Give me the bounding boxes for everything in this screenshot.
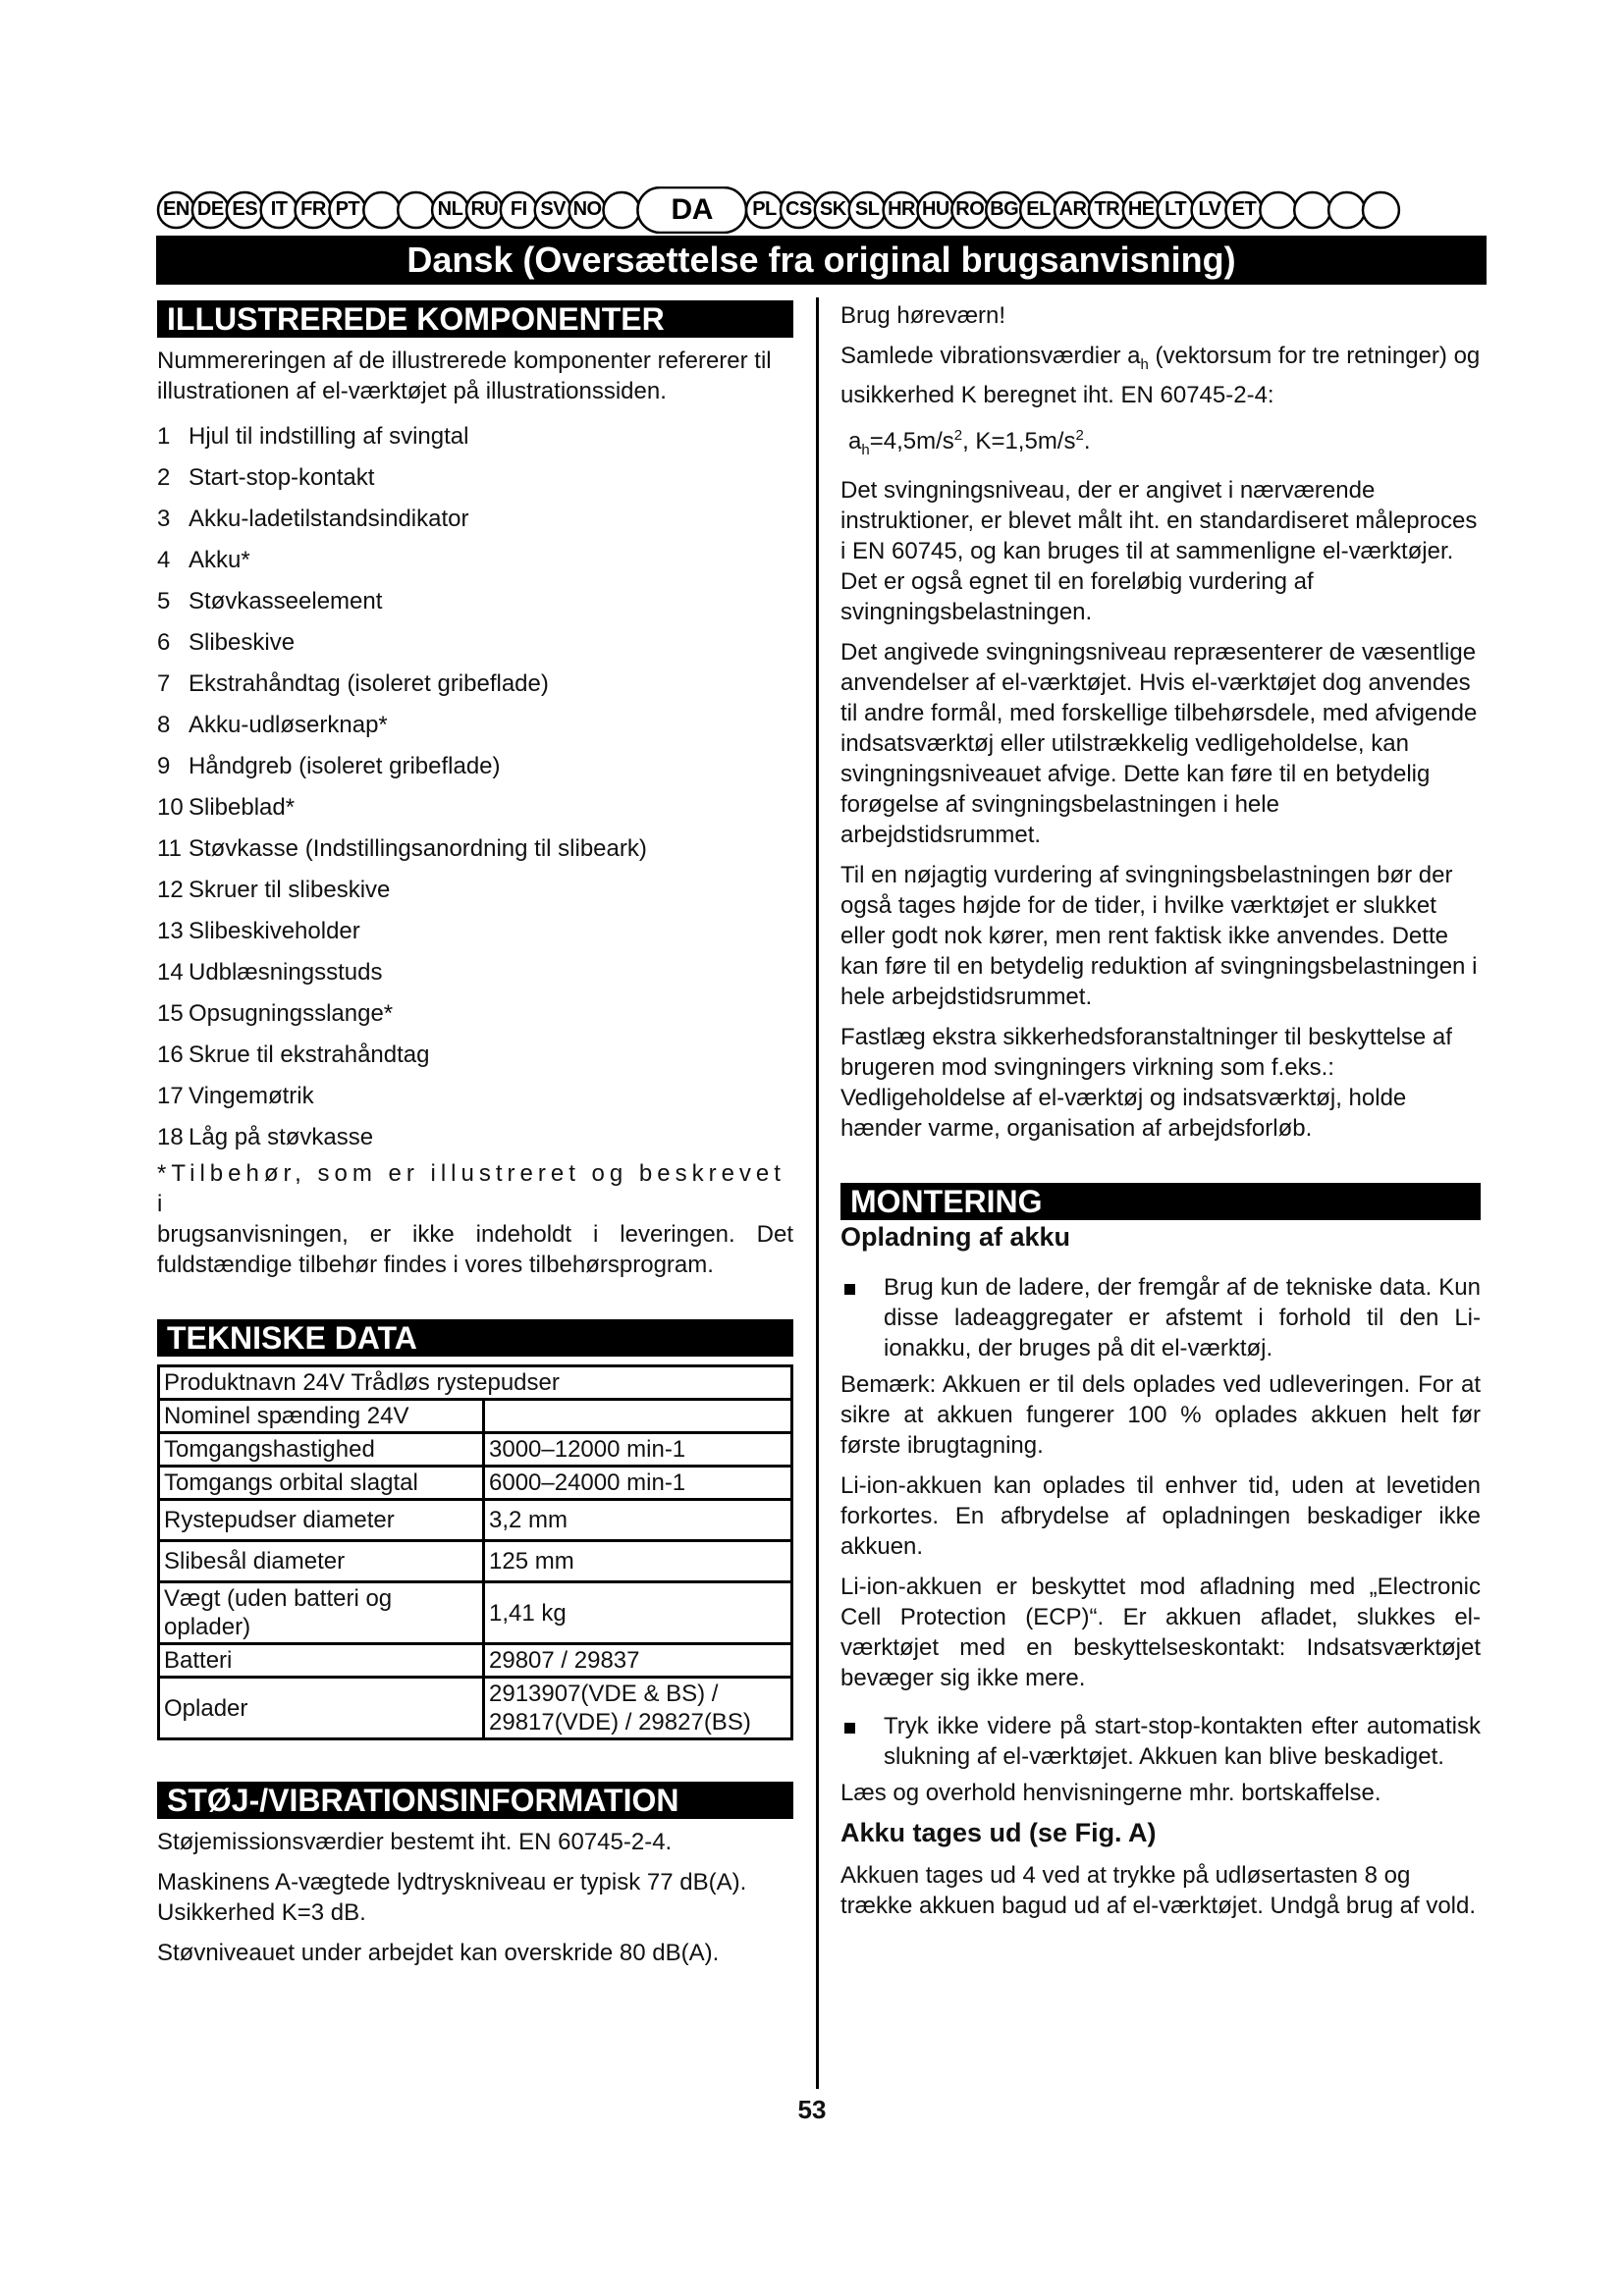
language-tab-sk[interactable]: SK bbox=[819, 198, 846, 220]
component-number: 4 bbox=[157, 547, 171, 573]
language-tab-tr[interactable]: TR bbox=[1094, 198, 1120, 220]
component-number: 12 bbox=[157, 877, 184, 903]
language-tab-hu[interactable]: HU bbox=[921, 198, 949, 220]
component-number: 13 bbox=[157, 918, 184, 944]
note-paragraph: Bemærk: Akkuen er til dels oplades ved udleveringen. For at sikre at akkuen fungerer 100 % oplades akkuen helt før første ibrugtagning. bbox=[840, 1370, 1481, 1459]
language-tab-ru[interactable]: RU bbox=[470, 198, 499, 220]
component-label: Håndgreb (isoleret gribeflade) bbox=[189, 753, 501, 779]
language-tab-ar[interactable]: AR bbox=[1058, 198, 1087, 220]
table-row bbox=[159, 1366, 792, 1400]
tech-label-cell: Tomgangs orbital slagtal bbox=[159, 1467, 484, 1500]
component-number: 6 bbox=[157, 629, 171, 656]
component-label: Støvkasse (Indstillingsanordning til slibeark) bbox=[189, 835, 647, 862]
component-label: Akku* bbox=[189, 547, 250, 573]
component-number: 17 bbox=[157, 1083, 184, 1109]
val-mid: =4,5m/s bbox=[869, 427, 954, 454]
language-tab-he[interactable]: HE bbox=[1127, 198, 1155, 220]
list-item bbox=[157, 911, 793, 952]
components-list bbox=[157, 416, 793, 1158]
list-item bbox=[157, 993, 793, 1035]
component-number: 2 bbox=[157, 464, 171, 491]
tech-label-cell: Batteri bbox=[159, 1644, 484, 1678]
ecp-paragraph: Li-ion-akkuen er beskyttet mod afladning med „Electronic Cell Protection (ECP)“. Er akkuen afladet, slukkes el-værktøjet med en beskyttelseskontakt: Indsatsværktøjet bevæger sig ikke mere. bbox=[840, 1573, 1481, 1691]
table-row bbox=[159, 1541, 792, 1582]
language-tab-blank[interactable] bbox=[1328, 192, 1365, 226]
components-intro: Nummereringen af de illustrerede komponenter refererer til illustrationen af el-værktøjet på illustrationssiden. bbox=[157, 347, 772, 404]
table-row bbox=[159, 1644, 792, 1678]
tech-voltage-cell: Nominel spænding 24V bbox=[159, 1400, 484, 1433]
table-row bbox=[159, 1467, 792, 1500]
component-number: 15 bbox=[157, 1000, 184, 1027]
language-tab-de[interactable]: DE bbox=[196, 198, 224, 220]
tech-value-cell: 6000–24000 min-1 bbox=[484, 1467, 792, 1500]
vib-post: (vektorsum for tre retninger) og usikkerhed K beregnet iht. EN 60745-2-4: bbox=[840, 343, 1481, 408]
page-banner-title: Dansk (Oversættelse fra original brugsanvisning) bbox=[156, 236, 1487, 285]
tech-heading: TEKNISKE DATA bbox=[157, 1319, 793, 1357]
vib-pre: Samlede vibrationsværdier a bbox=[840, 343, 1141, 369]
table-row bbox=[159, 1678, 792, 1739]
table-row bbox=[159, 1582, 792, 1644]
remove-paragraph: Akkuen tages ud 4 ved at trykke på udløsertasten 8 og trække akkuen bagud ud af el-værktøjet. Undgå brug af vold. bbox=[840, 1861, 1477, 1919]
list-item bbox=[157, 1076, 793, 1117]
list-item bbox=[157, 787, 793, 828]
list-item bbox=[157, 1117, 793, 1158]
component-label: Slibeskiveholder bbox=[189, 918, 360, 944]
language-tab-no[interactable]: NO bbox=[572, 198, 602, 220]
component-label: Ekstrahåndtag (isoleret gribeflade) bbox=[189, 670, 549, 697]
component-number: 8 bbox=[157, 712, 171, 738]
tech-label-cell: Rystepudser diameter bbox=[159, 1500, 484, 1541]
language-tab-fi[interactable]: FI bbox=[510, 198, 527, 220]
tech-label-cell: Vægt (uden batteri og oplader) bbox=[159, 1582, 484, 1644]
val-k: , K=1,5m/s bbox=[962, 427, 1076, 454]
language-tab-ro[interactable]: RO bbox=[955, 198, 985, 220]
language-tab-blank[interactable] bbox=[1260, 192, 1296, 226]
language-tab-cs[interactable]: CS bbox=[785, 198, 812, 220]
table-row bbox=[159, 1400, 792, 1433]
column-divider bbox=[816, 297, 819, 2089]
tech-empty-cell bbox=[484, 1400, 792, 1433]
component-label: Slibeskive bbox=[189, 629, 296, 656]
component-number: 18 bbox=[157, 1124, 184, 1150]
language-tab-blank[interactable] bbox=[1363, 192, 1399, 226]
list-item bbox=[157, 416, 793, 457]
language-tab-fr[interactable]: FR bbox=[300, 198, 326, 220]
component-number: 5 bbox=[157, 588, 171, 614]
vibration-exact-paragraph: Til en nøjagtig vurdering af svingningsbelastningen bør der også tages højde for de tider, i hvilke værktøjet er slukket eller godt nok kører, men rent faktisk ikke anvendes. Dette kan føre til en betydelig reduktion af svingningsbelastningen i hele arbejdstidsrummet. bbox=[840, 861, 1478, 1010]
remove-heading: Akku tages ud (se Fig. A) bbox=[840, 1817, 1157, 1847]
component-label: Vingemøtrik bbox=[189, 1083, 314, 1109]
component-number: 16 bbox=[157, 1041, 184, 1068]
language-tabs bbox=[156, 187, 1487, 234]
safety-measures-paragraph: Fastlæg ekstra sikkerhedsforanstaltninger til beskyttelse af brugeren mod svingningers virkning som f.eks.: Vedligeholdelse af el-værktøj og indsatsværktøj, holde hænder varme, organisation af arbejdsforløb. bbox=[840, 1023, 1452, 1142]
vibration-level-paragraph: Det svingningsniveau, der er angivet i nærværende instruktioner, er blevet målt iht. en standardiseret måleproces i EN 60745, og kan bruges til at sammenligne el-værktøjer. Det er også egnet til en foreløbig vurdering af svingningsbelastningen. bbox=[840, 476, 1478, 625]
noise-paragraph-2: Maskinens A-vægtede lydtryskniveau er typisk 77 dB(A). Usikkerhed K=3 dB. bbox=[157, 1869, 747, 1926]
language-tab-bg[interactable]: BG bbox=[990, 198, 1019, 220]
list-item bbox=[157, 457, 793, 499]
list-item bbox=[157, 622, 793, 664]
component-label: Akku-ladetilstandsindikator bbox=[189, 506, 469, 532]
bullet-start-stop: Tryk ikke videre på start-stop-kontakten efter automatisk slukning af el-værktøjet. Akkuen kan blive beskadiget. bbox=[840, 1711, 1481, 1772]
component-label: Opsugningsslange* bbox=[189, 1000, 394, 1027]
component-number: 10 bbox=[157, 794, 184, 821]
val-end: . bbox=[1083, 427, 1091, 454]
noise-paragraph-3: Støvniveauet under arbejdet kan overskride 80 dB(A). bbox=[157, 1940, 720, 1966]
vibration-repr-paragraph: Det angivede svingningsniveau repræsenterer de væsentlige anvendelser af el-værktøjet. Hvis el-værktøjet dog anvendes til andre formål, med forskellige tilbehørsdele, med afvigende indsatsværktøj eller utilstrækkelig vedligeholdelse, kan svingningsniveauet afvige. Dette kan føre til en betydelig forøgelse af svingningsbelastningen i hele arbejdstidsrummet. bbox=[840, 638, 1478, 848]
page-number: 53 bbox=[797, 2095, 827, 2124]
tech-title-cell: Produktnavn 24V Trådløs rystepudser bbox=[159, 1366, 792, 1400]
component-number: 1 bbox=[157, 423, 171, 450]
component-label: Støvkasseelement bbox=[189, 588, 383, 614]
language-tab-blank[interactable] bbox=[398, 192, 434, 226]
accessory-note-rest: brugsanvisningen, er ikke indeholdt i leveringen. Det fuldstændige tilbehør findes i vores tilbehørsprogram. bbox=[157, 1221, 793, 1278]
table-row bbox=[159, 1500, 792, 1541]
language-tab-hr[interactable]: HR bbox=[888, 198, 915, 220]
list-item bbox=[157, 1035, 793, 1076]
noise-heading: STØJ-/VIBRATIONSINFORMATION bbox=[157, 1782, 793, 1819]
language-tab-blank[interactable] bbox=[363, 192, 400, 226]
component-number: 3 bbox=[157, 506, 171, 532]
val-sup2: 2 bbox=[1075, 426, 1084, 444]
tech-value-cell: 1,41 kg bbox=[484, 1582, 792, 1644]
language-tab-en[interactable]: EN bbox=[163, 198, 189, 220]
language-tab-es[interactable]: ES bbox=[232, 198, 258, 220]
language-tab-lt[interactable]: LT bbox=[1164, 198, 1187, 220]
tech-value-cell: 29807 / 29837 bbox=[484, 1644, 792, 1678]
accessory-note-first: *Tilbehør, som er illustreret og beskrevet i bbox=[157, 1160, 785, 1217]
tech-value-cell: 3000–12000 min-1 bbox=[484, 1433, 792, 1467]
list-item bbox=[157, 870, 793, 911]
noise-paragraph-1: Støjemissionsværdier bestemt iht. EN 60745-2-4. bbox=[157, 1829, 673, 1855]
component-label: Udblæsningsstuds bbox=[189, 959, 383, 986]
component-number: 14 bbox=[157, 959, 184, 986]
mount-heading: MONTERING bbox=[840, 1183, 1481, 1220]
language-tab-nl[interactable]: NL bbox=[437, 198, 463, 220]
disposal-paragraph: Læs og overhold henvisningerne mhr. bortskaffelse. bbox=[840, 1779, 1381, 1806]
language-tab-blank[interactable] bbox=[1294, 192, 1330, 226]
component-label: Skrue til ekstrahåndtag bbox=[189, 1041, 430, 1068]
component-number: 9 bbox=[157, 753, 171, 779]
hearing-protection: Brug høreværn! bbox=[840, 302, 1006, 329]
component-label: Start-stop-kontakt bbox=[189, 464, 375, 491]
liion-paragraph: Li-ion-akkuen kan oplades til enhver tid, uden at levetiden forkortes. En afbrydelse af opladningen beskadiger ikke akkuen. bbox=[840, 1471, 1481, 1560]
vib-sub: h bbox=[1140, 355, 1149, 373]
language-tab-el[interactable]: EL bbox=[1026, 198, 1051, 220]
accessory-note bbox=[157, 1158, 793, 1280]
language-tab-da[interactable]: DA bbox=[671, 193, 713, 226]
component-number: 11 bbox=[157, 835, 182, 862]
tech-data-table bbox=[157, 1364, 793, 1740]
component-label: Skruer til slibeskive bbox=[189, 877, 391, 903]
val-sub: h bbox=[861, 441, 870, 458]
charge-heading: Opladning af akku bbox=[840, 1221, 1071, 1252]
val-a: a bbox=[848, 427, 862, 454]
bullet-chargers: Brug kun de ladere, der fremgår af de tekniske data. Kun disse ladeaggregater er afstemt i forhold til den Li-ionakku, der bruges på dit el-værktøj. bbox=[840, 1272, 1481, 1363]
list-item bbox=[157, 746, 793, 787]
tech-value-cell: 125 mm bbox=[484, 1541, 792, 1582]
list-item bbox=[157, 499, 793, 540]
val-sup: 2 bbox=[953, 426, 963, 444]
language-tab-et[interactable]: ET bbox=[1231, 198, 1257, 220]
tech-value-cell: 2913907(VDE & BS) / 29817(VDE) / 29827(BS) bbox=[484, 1678, 792, 1739]
language-tab-blank[interactable] bbox=[604, 192, 640, 226]
tech-label-cell: Tomgangshastighed bbox=[159, 1433, 484, 1467]
vibration-intro bbox=[840, 341, 1481, 410]
component-label: Slibeblad* bbox=[189, 794, 296, 821]
left-column bbox=[157, 300, 793, 1978]
list-item bbox=[157, 664, 793, 705]
tech-value-cell: 3,2 mm bbox=[484, 1500, 792, 1541]
list-item bbox=[157, 705, 793, 746]
component-label: Hjul til indstilling af svingtal bbox=[189, 423, 469, 450]
language-tab-pt[interactable]: PT bbox=[335, 198, 360, 220]
right-column bbox=[840, 300, 1481, 1931]
components-heading: ILLUSTREREDE KOMPONENTER bbox=[157, 300, 793, 338]
language-tab-it[interactable]: IT bbox=[270, 198, 288, 220]
list-item bbox=[157, 828, 793, 870]
vibration-values bbox=[840, 420, 1481, 465]
language-tab-pl[interactable]: PL bbox=[752, 198, 777, 220]
component-number: 7 bbox=[157, 670, 171, 697]
list-item bbox=[157, 581, 793, 622]
language-tab-sv[interactable]: SV bbox=[540, 198, 567, 220]
tech-label-cell: Oplader bbox=[159, 1678, 484, 1739]
table-row bbox=[159, 1433, 792, 1467]
component-label: Akku-udløserknap* bbox=[189, 712, 388, 738]
language-tab-lv[interactable]: LV bbox=[1198, 198, 1221, 220]
list-item bbox=[157, 952, 793, 993]
list-item bbox=[157, 540, 793, 581]
language-tab-sl[interactable]: SL bbox=[854, 198, 880, 220]
tech-label-cell: Slibesål diameter bbox=[159, 1541, 484, 1582]
component-label: Låg på støvkasse bbox=[189, 1124, 374, 1150]
